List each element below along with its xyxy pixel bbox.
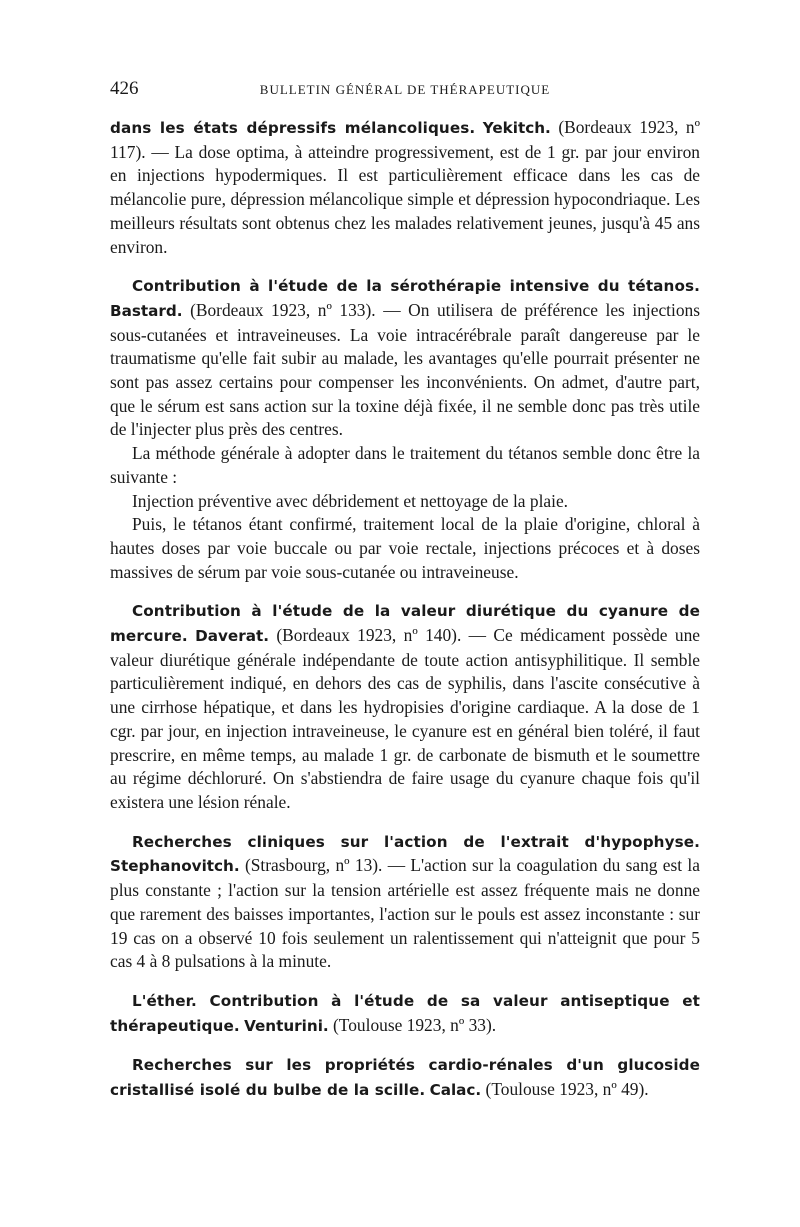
entry-author: Venturini.: [244, 1016, 329, 1035]
running-title: BULLETIN GÉNÉRAL DE THÉRAPEUTIQUE: [259, 82, 551, 97]
entry-author: Daverat.: [195, 627, 269, 646]
entry-title: L'éther. Contribution à l'étude de sa valeur antiseptique et thérapeutique.: [110, 991, 700, 1035]
entry-title: Contribution à l'étude de la sérothérapie intensive du tétanos.: [132, 277, 700, 296]
entry-author: Bastard.: [110, 301, 183, 320]
entry-title: dans les états dépressifs mélancoliques.: [110, 119, 476, 137]
entry-ether: [110, 989, 700, 1038]
entry-text: (Toulouse 1923, nº 33).: [328, 1014, 497, 1035]
entry-author: Calac.: [429, 1081, 482, 1100]
entry-author: Stephanovitch.: [110, 857, 240, 876]
entry-intro: [110, 116, 700, 259]
entry-paragraph: [110, 989, 700, 1038]
entry-paragraph: [110, 1053, 700, 1102]
entry-tetanos: [110, 274, 700, 584]
entry-paragraph: Puis, le tétanos étant confirmé, traitement local de la plaie d'origine, chloral à hautes doses par voie buccale ou par voie rectale, injections précoces et à doses massives de sérum par voie sous-cutanée ou intraveineuse.: [110, 514, 700, 582]
entry-title: Recherches sur les propriétés cardio-rénales d'un glucoside cristallisé isolé du bulbe de la scille.: [110, 1056, 700, 1100]
entry-title: Recherches cliniques sur l'action de l'extrait d'hypophyse.: [132, 832, 700, 851]
entry-paragraph: La méthode générale à adopter dans le traitement du tétanos semble donc être la suivante :: [110, 443, 700, 487]
entry-paragraph: Injection préventive avec débridement et nettoyage de la plaie.: [132, 490, 569, 511]
entry-paragraph: [110, 274, 700, 442]
entry-text: (Strasbourg, nº 13). — L'action sur la coagulation du sang est la plus constante ; l'action sur la tension artérielle est assez fréquente mais ne donne que rarement des baisses importantes, l'action sur le pouls est assez inconstante : sur 19 cas on a observé 10 fois seulement un ralentissement qui n'atteignit que pour 5 cas 4 à 8 pulsations à la minute.: [110, 855, 700, 972]
entry-scille: [110, 1053, 700, 1102]
entry-hypophyse: [110, 830, 700, 974]
entry-text: (Bordeaux 1923, nº 140). — Ce médicament possède une valeur diurétique générale indépendante de toute action antisyphilitique. Il semble particulièrement indiqué, en dehors des cas de syphilis, dans l'ascite consécutive à une cirrhose hépatique, et dans les hydropisies d'origine cardiaque. A la dose de 1 cgr. par jour, en injection intraveineuse, le cyanure est en général bien toléré, il faut prescrire, en même temps, au malade 1 gr. de carbonate de bismuth et le soumettre au régime déchloruré. On s'abstiendra de faire usage du cyanure chaque fois qu'il existera une lésion rénale.: [110, 625, 700, 812]
entry-paragraph: [110, 599, 700, 814]
article-body: [110, 116, 700, 1118]
page-number: 426: [110, 78, 139, 99]
entry-cyanure: [110, 599, 700, 814]
entry-author: Yekitch.: [482, 119, 551, 137]
entry-paragraph: [110, 116, 700, 259]
entry-text: (Toulouse 1923, nº 49).: [481, 1079, 649, 1100]
entry-text: (Bordeaux 1923, nº 133). — On utilisera de préférence les injections sous-cutanées et intraveineuses. La voie intracérébrale paraît dangereuse par le traumatisme qu'elle fait subir au malade, les avantages qu'elle pourrait présenter ne sont pas assez certains pour compenser les inconvénients. On admet, d'autre part, que le sérum est sans action sur la toxine déjà fixée, il ne semble donc pas très utile de l'injecter plus près des centres.: [110, 299, 700, 440]
entry-paragraph: [110, 830, 700, 974]
page-header: [110, 78, 700, 102]
entry-text: (Bordeaux 1923, nº 117). — La dose optima, à atteindre progressivement, est de 1 gr. par jour environ en injections hypodermiques. Il est particulièrement efficace dans les cas de mélancolie pure, dépression mélancolique simple et dépression hypocondriaque. Les meilleurs résultats sont obtenus chez les malades relativement jeunes, jusqu'à 45 ans environ.: [110, 117, 700, 257]
entry-title: Contribution à l'étude de la valeur diurétique du cyanure de mercure.: [110, 602, 700, 646]
